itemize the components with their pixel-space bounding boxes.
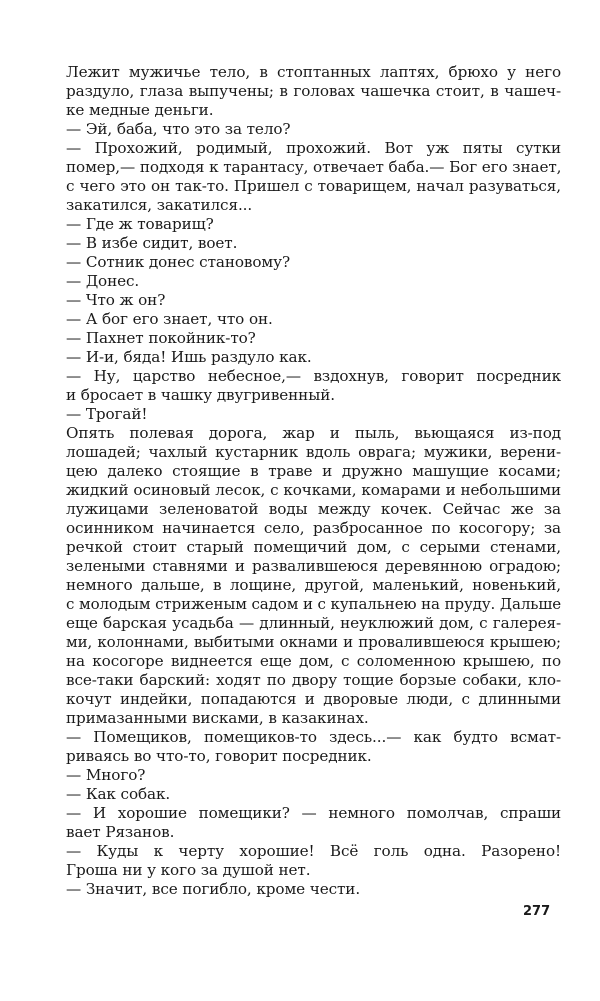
text-line: — И хорошие помещики? — немного помолчав, спраши — [66, 804, 561, 822]
text-line: — Куды к черту хорошие! Всё голь одна. Разорено! — [66, 842, 561, 860]
text-line: — Значит, все погибло, кроме чести. — [66, 880, 361, 898]
text-line: ке медные деньги. — [66, 101, 214, 119]
text-line: — Донес. — [66, 272, 140, 290]
text-line: — Помещиков, помещиков-то здесь...— как будто всмат- — [66, 728, 561, 746]
text-line: риваясь во что-то, говорит посредник. — [66, 747, 372, 765]
text-line: немного дальше, в лощине, другой, маленький, новенький, — [66, 576, 561, 594]
text-line: вает Рязанов. — [66, 823, 175, 841]
text-line: — Пахнет покойник-то? — [66, 329, 256, 347]
text-line: — Ну, царство небесное,— вздохнув, говорит посредник — [66, 367, 561, 385]
text-line: — В избе сидит, воет. — [66, 234, 238, 252]
text-line: зелеными ставнями и развалившеюся деревянною оградою; — [66, 557, 561, 575]
text-line: раздуло, глаза выпучены; в головах чашечка стоит, в чашеч- — [66, 82, 561, 100]
text-line: с чего это он так-то. Пришел с товарищем, начал разуваться, — [66, 177, 561, 195]
text-line: — И-и, бяда! Ишь раздуло как. — [66, 348, 312, 366]
text-line: — Как собак. — [66, 785, 171, 803]
text-line: и бросает в чашку двугривенный. — [66, 386, 335, 404]
text-line: примазанными висками, в казакинах. — [66, 709, 369, 727]
text-line: кочут индейки, попадаются и дворовые люди, с длинными — [66, 690, 561, 708]
text-line: Опять полевая дорога, жар и пыль, вьющаяся из-под — [66, 424, 561, 442]
text-line: — Что ж он? — [66, 291, 166, 309]
text-line: речкой стоит старый помещичий дом, с серыми стенами, — [66, 538, 561, 556]
text-line: помер,— подходя к тарантасу, отвечает баба.— Бог его знает, — [66, 158, 562, 176]
text-line: Лежит мужичье тело, в стоптанных лаптях, брюхо у него — [66, 63, 561, 81]
text-line: — А бог его знает, что он. — [66, 310, 273, 328]
text-line: лошадей; чахлый кустарник вдоль оврага; мужики, верени- — [66, 443, 561, 461]
text-line: лужицами зеленоватой воды между кочек. Сейчас же за — [66, 500, 561, 518]
text-line: жидкий осиновый лесок, с кочками, комарами и небольшими — [66, 481, 561, 499]
text-line: — Где ж товарищ? — [66, 215, 214, 233]
text-line: — Сотник донес становому? — [66, 253, 291, 271]
text-line: на косогоре виднеется еще дом, с соломенною крышею, по — [66, 652, 561, 670]
text-line: еще барская усадьба — длинный, неуклюжий дом, с галерея- — [66, 614, 561, 632]
text-line: ми, колоннами, выбитыми окнами и провалившеюся крышею; — [66, 633, 561, 651]
text-line: осинником начинается село, разбросанное по косогору; за — [66, 519, 561, 537]
text-line: — Трогай! — [66, 405, 148, 423]
page-number: 277 — [523, 904, 551, 919]
text-line: все-таки барский: ходят по двору тощие борзые собаки, кло- — [66, 671, 561, 689]
text-line: — Эй, баба, что это за тело? — [66, 120, 291, 138]
text-line: цею далеко стоящие в траве и дружно машущие косами; — [66, 462, 561, 480]
text-line: закатился, закатился... — [66, 196, 253, 214]
text-line: — Много? — [66, 766, 146, 784]
text-line: Гроша ни у кого за душой нет. — [66, 861, 311, 879]
text-line: с молодым стриженым садом и с купальнею на пруду. Дальше — [66, 595, 561, 613]
text-line: — Прохожий, родимый, прохожий. Вот уж пяты сутки — [66, 139, 561, 157]
